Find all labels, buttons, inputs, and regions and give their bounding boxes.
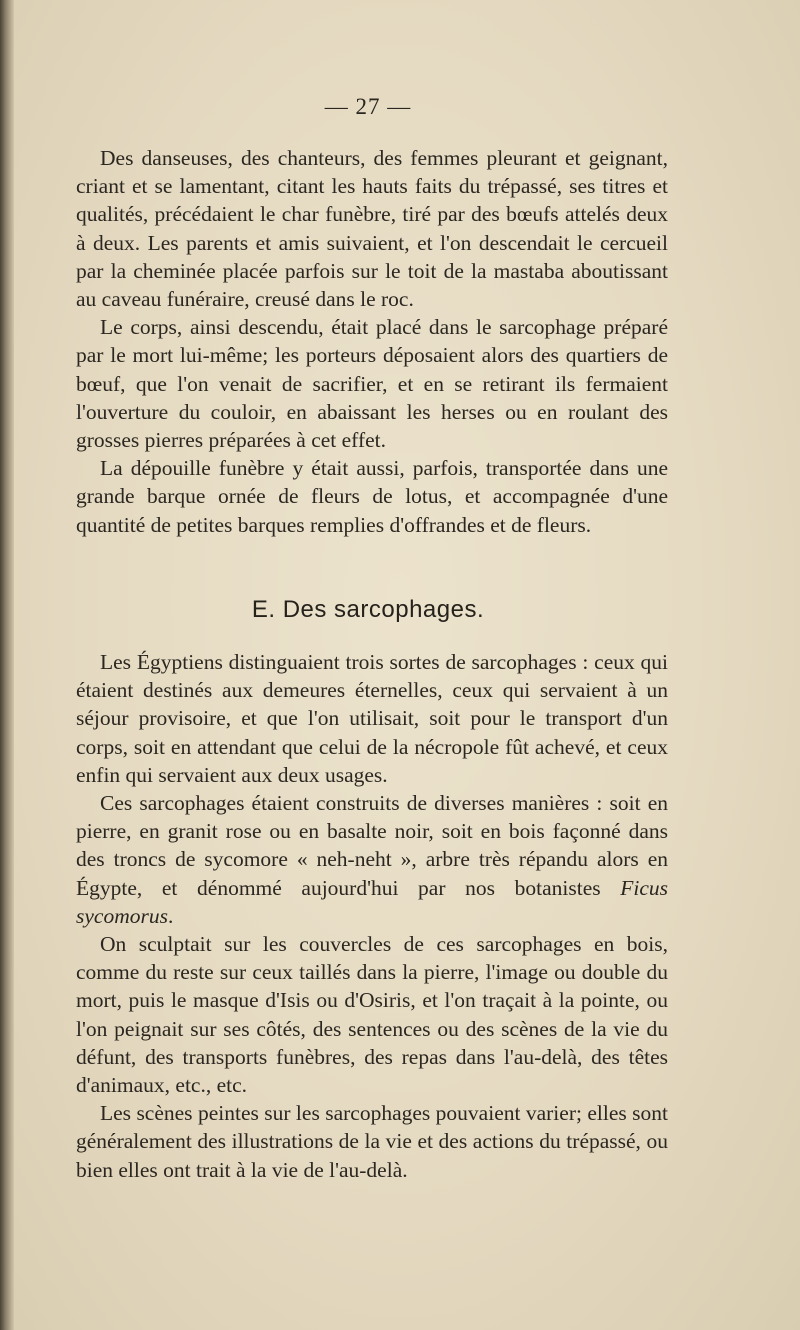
paragraph: Les Égyptiens distinguaient trois sortes de sarcophages : ceux qui étaient destinés aux demeures éternelles, ceux qui servaient à un séjour provisoire, et que l'on utilisait, soit pour le transport d'un corps, soit en attendant que celui de la nécropole fût achevé, et ceux enfin qui servaient aux deux usages. (76, 650, 668, 787)
paragraph: Le corps, ainsi descendu, était placé dans le sarcophage préparé par le mort lui-même; les porteurs déposaient alors des quartiers de bœuf, que l'on venait de sacrifier, et en se retirant ils fermaient l'ouverture du couloir, en abaissant les herses ou en roulant des grosses pierres préparées à cet effet. (76, 315, 668, 453)
paragraph (76, 789, 668, 930)
page-number: — 27 — (324, 94, 412, 119)
species-name: Ficus sycomorus (76, 875, 668, 928)
paragraph-text: Ces sarcophages étaient construits de diverses manières : soit en pierre, en granit rose ou en basalte noir, soit en bois façonné dans des troncs de sycomore « neh-neht », arbre très répandu alors en Égypte, et dénommé aujourd'hui par nos botanistes (76, 791, 668, 900)
section-heading: E. Des sarcophages. (251, 596, 485, 623)
text-block-top (76, 144, 668, 539)
binding-edge (0, 0, 14, 1330)
paragraph: La dépouille funèbre y était aussi, parfois, transportée dans une grande barque ornée de fleurs de lotus, et accompagnée d'une quantité de petites barques remplies d'offrandes et de fleurs. (76, 456, 668, 537)
paragraph: Les scènes peintes sur les sarcophages pouvaient varier; elles sont généralement des illustrations de la vie et des actions du trépassé, ou bien elles ont trait à la vie de l'au-delà. (76, 1101, 668, 1182)
paragraph-text: . (167, 903, 174, 928)
paragraph: On sculptait sur les couvercles de ces sarcophages en bois, comme du reste sur ceux taillés dans la pierre, l'image ou double du mort, puis le masque d'Isis ou d'Osiris, et l'on traçait à la pointe, ou l'on peignait sur ses côtés, des sentences ou des scènes de la vie du défunt, des transports funèbres, des repas dans l'au-delà, des têtes d'animaux, etc., etc. (76, 932, 668, 1098)
paragraph: Des danseuses, des chanteurs, des femmes pleurant et geignant, criant et se lamentant, citant les hauts faits du trépassé, ses titres et qualités, précédaient le char funèbre, tiré par des bœufs attelés deux à deux. Les parents et amis suivaient, et l'on descendait le cercueil par la cheminée placée parfois sur le toit de la mastaba aboutissant au caveau funéraire, creusé dans le roc. (76, 146, 668, 312)
text-block-bottom (76, 648, 668, 1184)
